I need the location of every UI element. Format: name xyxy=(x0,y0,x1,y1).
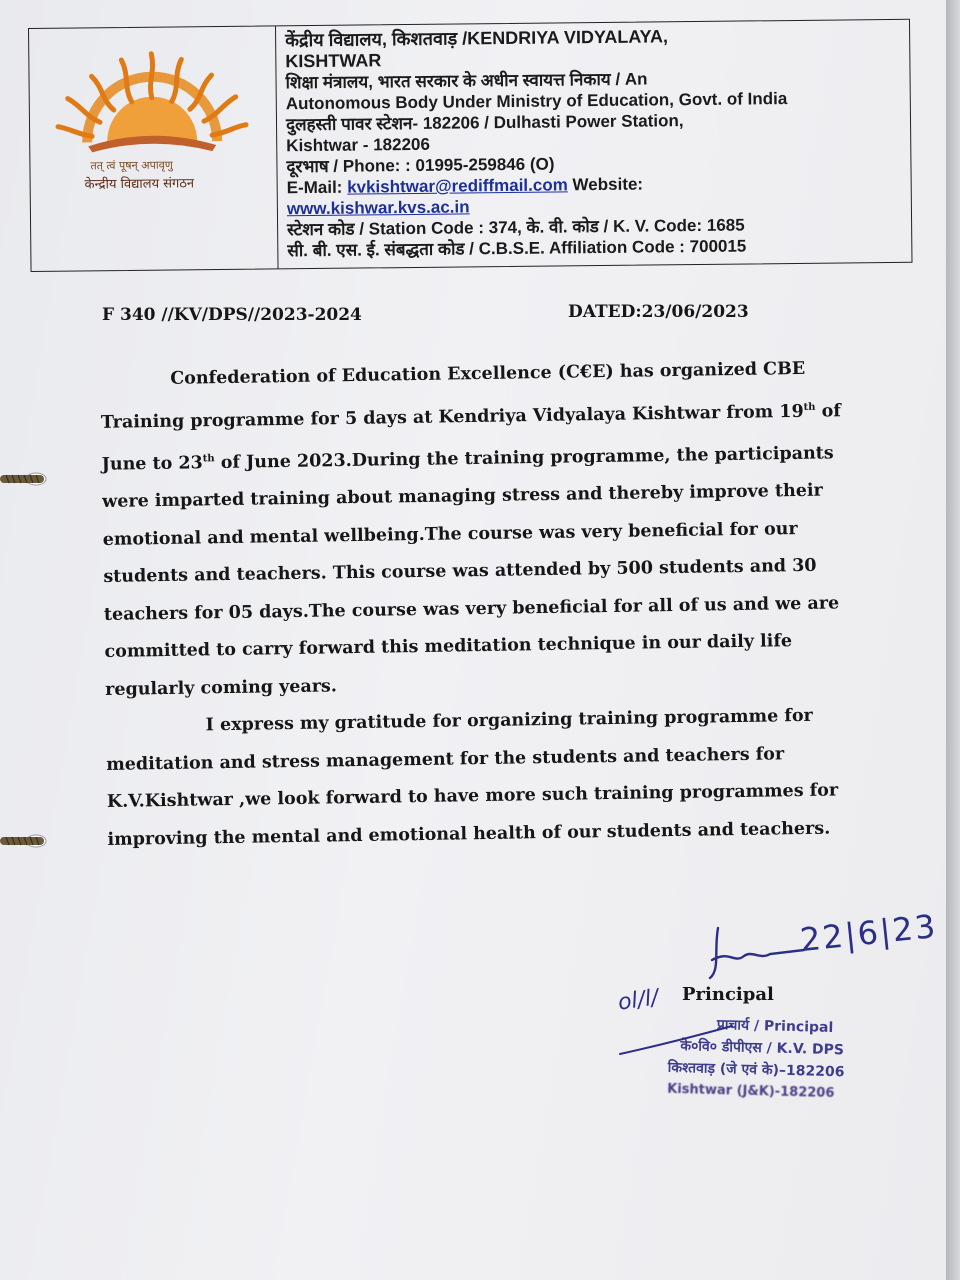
signature-scribble xyxy=(700,920,810,990)
station-code-line: स्टेशन कोड / Station Code : 374, के. वी. कोड / K. V. Code: 1685 xyxy=(287,215,745,240)
stamp-line: प्राचार्य / Principal xyxy=(716,1016,834,1037)
body-line-text: of xyxy=(815,400,842,422)
superscript-th: th xyxy=(202,453,215,465)
handwritten-date: 22|6|23 xyxy=(798,906,939,960)
school-place-line: KISHTWAR xyxy=(285,50,382,72)
kvs-sun-logo-icon xyxy=(51,45,252,159)
body-line: meditation and stress management for the students and teachers for xyxy=(106,743,785,775)
letterhead xyxy=(28,19,913,272)
ministry-english-line: Autonomous Body Under Ministry of Education, Govt. of India xyxy=(285,89,788,114)
handwritten-initial: ol/l/ xyxy=(616,985,661,1016)
email-link[interactable]: kvkishtwar@rediffmail.com xyxy=(347,175,568,197)
body-line: committed to carry forward this meditation technique in our daily life xyxy=(104,631,793,663)
stamp-line: के०वि० डीपीएस / K.V. DPS xyxy=(680,1038,845,1059)
cbse-code-line: सी. बी. एस. ई. संबद्धता कोड / C.B.S.E. Affiliation Code : 700015 xyxy=(287,236,747,261)
stamp-line: Kishtwar (J&K)-182206 xyxy=(666,1081,835,1102)
body-line: teachers for 05 days.The course was very beneficial for all of us and we are xyxy=(103,593,840,625)
website-label: Website: xyxy=(567,174,644,195)
body-line-text: June to 23 xyxy=(101,453,203,475)
body-line: were imparted training about managing stress and thereby improve their xyxy=(102,480,823,513)
address-pin-line: Kishtwar - 182206 xyxy=(286,134,430,156)
body-line-text: of June 2023.During the training programme, the participants xyxy=(214,443,834,473)
website-link[interactable]: www.kishwar.kvs.ac.in xyxy=(286,197,470,219)
signature-block xyxy=(610,906,950,1110)
letter-date: DATED:23/06/2023 xyxy=(568,302,749,322)
school-name-line: केंद्रीय विद्यालय, किशतवाड़ /KENDRIYA VIDYALAYA, xyxy=(285,26,669,51)
body-line: regularly coming years. xyxy=(104,675,338,700)
logo-org-name: केन्द्रीय विद्यालय संगठन xyxy=(84,176,195,193)
principal-stamp xyxy=(667,1013,919,1108)
body-line: students and teachers. This course was attended by 500 students and 30 xyxy=(103,555,817,588)
reference-number: F 340 //KV/DPS//2023-2024 xyxy=(102,305,362,325)
body-line: K.V.Kishtwar ,we look forward to have more such training programmes for xyxy=(106,780,839,813)
binder-ring-icon xyxy=(0,470,52,488)
ministry-hindi-line: शिक्षा मंत्रालय, भारत सरकार के अधीन स्वायत्त निकाय / An xyxy=(285,69,648,93)
body-line: emotional and mental wellbeing.The course was very beneficial for our xyxy=(102,518,798,550)
address-line: दुलहस्ती पावर स्टेशन- 182206 / Dulhasti Power Station, xyxy=(285,111,684,135)
body-line-text: Training programme for 5 days at Kendriya Vidyalaya Kishtwar from 19 xyxy=(100,401,804,433)
logo-motto: तत् त्वं पूषन् अपावृणु xyxy=(90,158,173,173)
body-line: improving the mental and emotional health of our students and teachers. xyxy=(107,818,831,850)
email-label: E-Mail: xyxy=(286,177,348,198)
binder-ring-icon xyxy=(0,832,52,850)
body-line: Confederation of Education Excellence (C€E) has organized CBE xyxy=(170,358,806,389)
body-line: I express my gratitude for organizing training programme for xyxy=(205,706,813,736)
letter-body xyxy=(100,350,868,859)
phone-line: दूरभाष / Phone: : 01995-259846 (O) xyxy=(286,154,555,177)
principal-label: Principal xyxy=(682,984,774,1005)
kvs-logo-panel xyxy=(29,26,279,271)
binder-edge xyxy=(946,0,960,1280)
letterhead-address xyxy=(285,24,903,261)
superscript-th: th xyxy=(803,401,816,413)
stamp-line: किश्तवाड़ (जे एवं के)–182206 xyxy=(667,1059,845,1081)
